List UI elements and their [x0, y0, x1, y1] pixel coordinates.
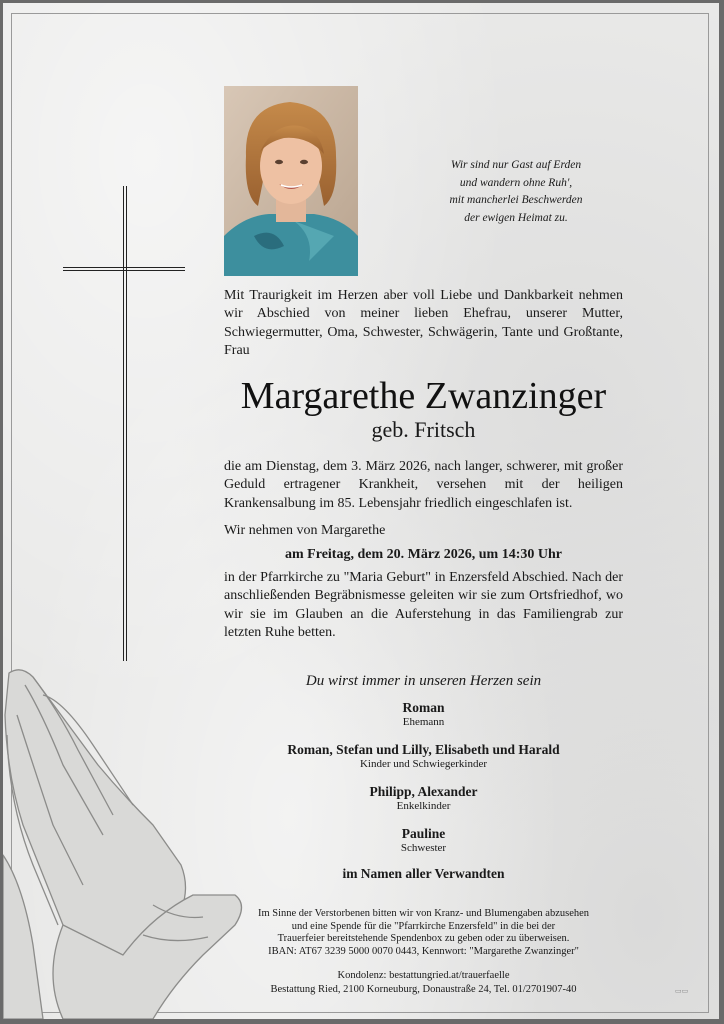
- mourners-list: [224, 699, 623, 867]
- mourner-name: Roman, Stefan und Lilly, Elisabeth und Harald: [287, 742, 560, 757]
- funeral-date: am Freitag, dem 20. März 2026, um 14:30 Uhr: [285, 547, 562, 562]
- donation-line: IBAN: AT67 3239 5000 0070 0443, Kennwort: "Margarethe Zwanzinger": [268, 945, 579, 957]
- relatives-line: im Namen aller Verwandten: [342, 866, 505, 881]
- condolence-link: Kondolenz: bestattungried.at/trauerfaelle: [337, 970, 510, 981]
- mourner-relation: Kinder und Schwiegerkinder: [359, 758, 488, 770]
- mourner-relation: Schwester: [400, 842, 447, 854]
- poem: [411, 157, 621, 227]
- donation-line: und eine Spende für die "Pfarrkirche Enzersfeld" in die bei der: [291, 920, 556, 932]
- birth-name: geb. Fritsch: [371, 417, 476, 442]
- obituary-page: [3, 3, 719, 1019]
- poem-line: mit mancherlei Beschwerden: [449, 194, 583, 206]
- farewell-intro: Wir nehmen von Margarethe: [224, 523, 386, 538]
- footer: [224, 969, 623, 996]
- list-item: [224, 783, 623, 813]
- mourner-name: Philipp, Alexander: [369, 784, 478, 799]
- deceased-name: Margarethe Zwanzinger: [240, 375, 607, 417]
- cross-icon: [123, 186, 127, 661]
- donation-line: Trauerfeier bereitstehende Spendenbox zu geben oder zu überweisen.: [277, 933, 570, 944]
- donation-note: [224, 908, 623, 958]
- poem-line: der ewigen Heimat zu.: [464, 211, 568, 224]
- list-item: [224, 699, 623, 729]
- funeral-home-info: Bestattung Ried, 2100 Korneuburg, Donaustraße 24, Tel. 01/2701907-40: [270, 983, 577, 995]
- cross-icon-bar: [63, 267, 185, 271]
- portrait-photo: [224, 86, 358, 276]
- poem-line: und wandern ohne Ruh',: [459, 176, 573, 189]
- death-paragraph: die am Dienstag, dem 3. März 2026, nach langer, schwerer, mit großer Geduld ertragener Krankheit, versehen mit der heiligen Krankensalbung im 85. Lebensjahr friedlich eingeschlafen ist.: [224, 459, 623, 511]
- intro-paragraph: Mit Traurigkeit im Herzen aber voll Liebe und Dankbarkeit nehmen wir Abschied von meiner lieben Ehefrau, unserer Mutter, Schwiegermutter, Oma, Schwester, Schwägerin, Tante und Großtante, Frau: [224, 288, 623, 358]
- list-item: [224, 825, 623, 855]
- poem-line: Wir sind nur Gast auf Erden: [450, 159, 582, 171]
- list-item: [224, 741, 623, 771]
- mourner-name: Pauline: [401, 826, 446, 841]
- praying-hands-icon: [3, 655, 253, 1019]
- mourner-relation: Ehemann: [402, 716, 445, 728]
- motto: Du wirst immer in unseren Herzen sein: [305, 673, 542, 689]
- mourner-relation: Enkelkinder: [396, 800, 451, 812]
- mourner-name: Roman: [402, 700, 445, 715]
- donation-line: Im Sinne der Verstorbenen bitten wir von Kranz- und Blumengaben abzusehen: [257, 908, 590, 919]
- publisher-mark: ▭▭: [675, 987, 689, 995]
- ceremony-paragraph: in der Pfarrkirche zu "Maria Geburt" in Enzersfeld Abschied. Nach der anschließenden Begräbnismesse geleiten wir sie zum Ortsfriedhof, wo wir sie im Glauben an die Auferstehung in das Familiengrab zur letzten Ruhe betten.: [224, 570, 623, 640]
